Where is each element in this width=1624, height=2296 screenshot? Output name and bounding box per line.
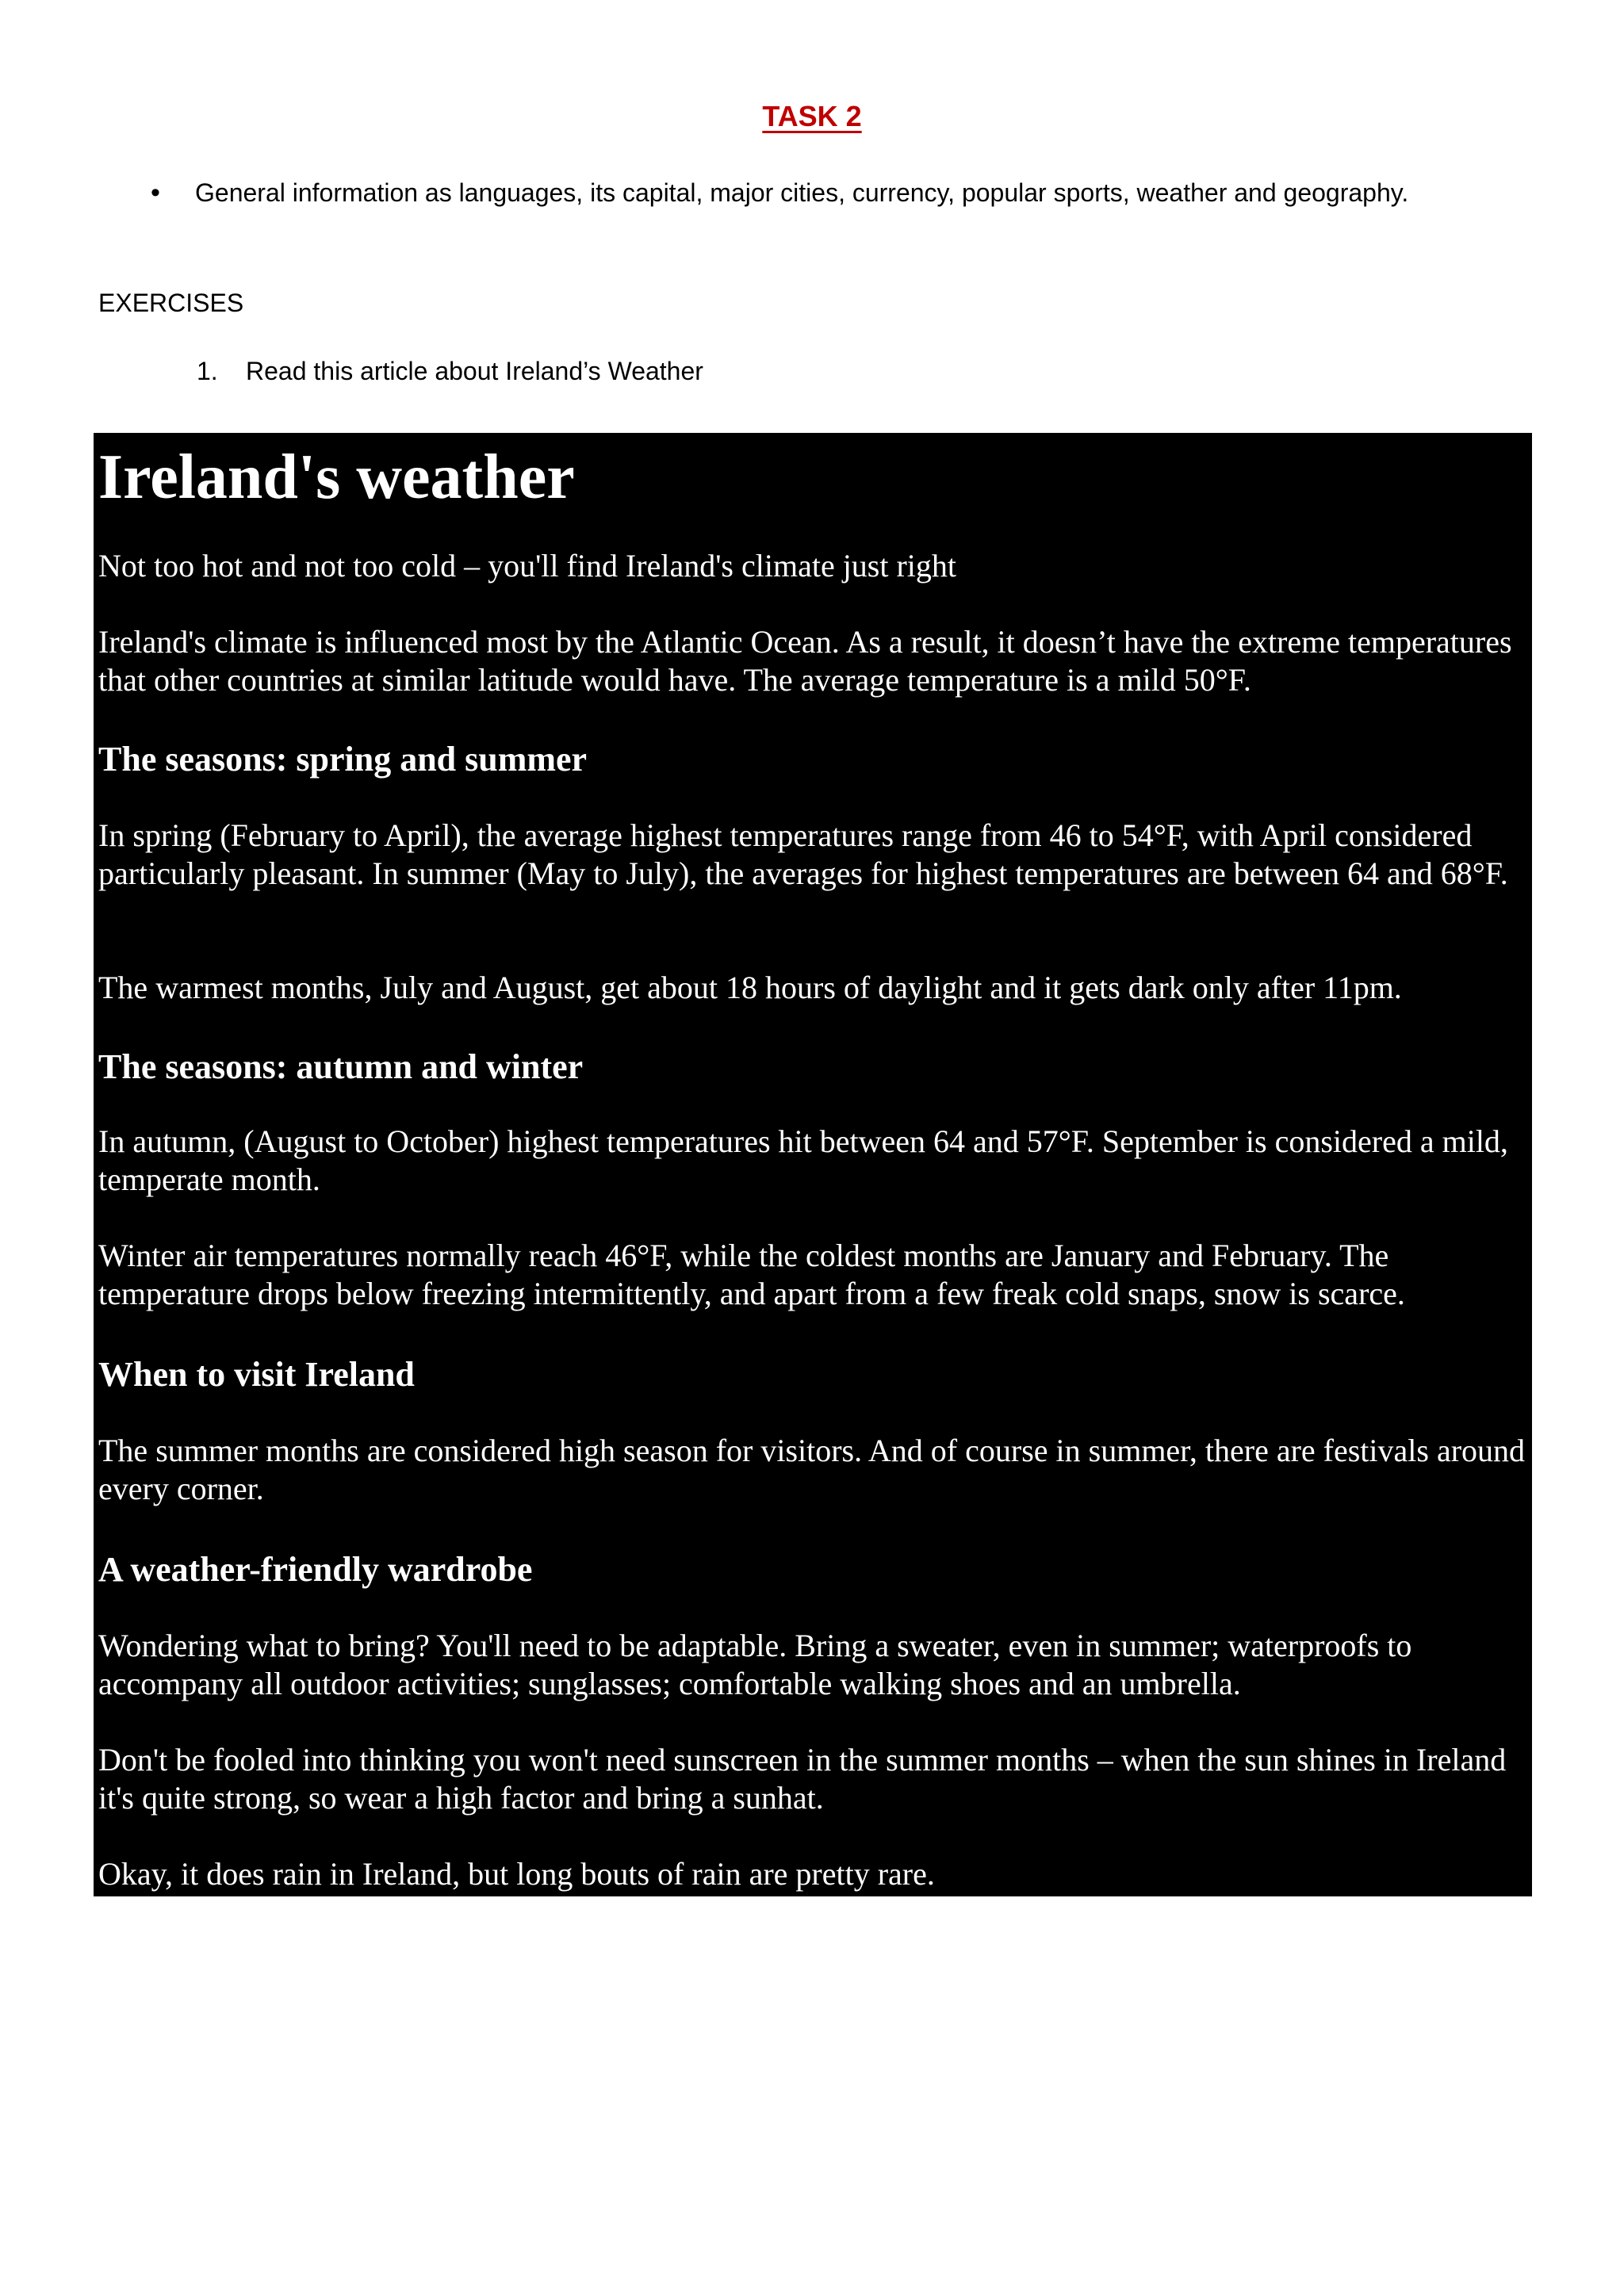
article-paragraph-climate: Ireland's climate is influenced most by the Atlantic Ocean. As a result, it doesn’t have the extreme temperatures that other countries at similar latitude would have. The average temperature is a mild 50°F. bbox=[98, 624, 1512, 698]
heading-spring-summer: The seasons: spring and summer bbox=[98, 740, 588, 779]
article-paragraph-sunscreen: Don't be fooled into thinking you won't need sunscreen in the summer months – when the sun shines in Ireland it's quite strong, so wear a high factor and bring a sunhat. bbox=[98, 1742, 1507, 1816]
heading-autumn-winter: The seasons: autumn and winter bbox=[98, 1047, 584, 1086]
article-paragraph-autumn: In autumn, (August to October) highest temperatures hit between 64 and 57°F. September is considered a mild, temperate month. bbox=[98, 1123, 1508, 1197]
article-paragraph-wardrobe: Wondering what to bring? You'll need to be adaptable. Bring a sweater, even in summer; waterproofs to accompany all outdoor activities; sunglasses; comfortable walking shoes and an umbrella. bbox=[98, 1628, 1412, 1701]
article-paragraph-visit: The summer months are considered high season for visitors. And of course in summer, there are festivals around every corner. bbox=[98, 1433, 1526, 1506]
bullet-icon: • bbox=[151, 178, 160, 208]
exercise-item bbox=[197, 354, 703, 388]
topic-bullet-item bbox=[147, 171, 1416, 214]
heading-wardrobe: A weather-friendly wardrobe bbox=[98, 1550, 533, 1589]
article-box bbox=[94, 433, 1532, 1896]
exercises-label: EXERCISES bbox=[98, 289, 244, 317]
article-paragraph-rain: Okay, it does rain in Ireland, but long bouts of rain are pretty rare. bbox=[98, 1856, 935, 1892]
article-intro: Not too hot and not too cold – you'll find Ireland's climate just right bbox=[98, 548, 957, 584]
topic-list bbox=[147, 171, 1416, 214]
topic-text: General information as languages, its capital, major cities, currency, popular sports, weather and geography. bbox=[195, 178, 1409, 207]
article-paragraph-winter: Winter air temperatures normally reach 46°F, while the coldest months are January and February. The temperature drops below freezing intermittently, and apart from a few freak cold snaps, snow is scarce. bbox=[98, 1238, 1405, 1311]
exercise-number: 1. bbox=[197, 357, 218, 385]
article-paragraph-spring: In spring (February to April), the average highest temperatures range from 46 to 54°F, with April considered particularly pleasant. In summer (May to July), the averages for highest temperatures are between 64 and 68°F. bbox=[98, 817, 1508, 891]
task-title: TASK 2 bbox=[762, 100, 862, 132]
exercise-text: Read this article about Ireland’s Weather bbox=[246, 357, 703, 385]
article-paragraph-daylight: The warmest months, July and August, get about 18 hours of daylight and it gets dark only after 11pm. bbox=[98, 970, 1402, 1005]
heading-when-to-visit: When to visit Ireland bbox=[98, 1355, 415, 1394]
article-title: Ireland's weather bbox=[98, 442, 575, 512]
